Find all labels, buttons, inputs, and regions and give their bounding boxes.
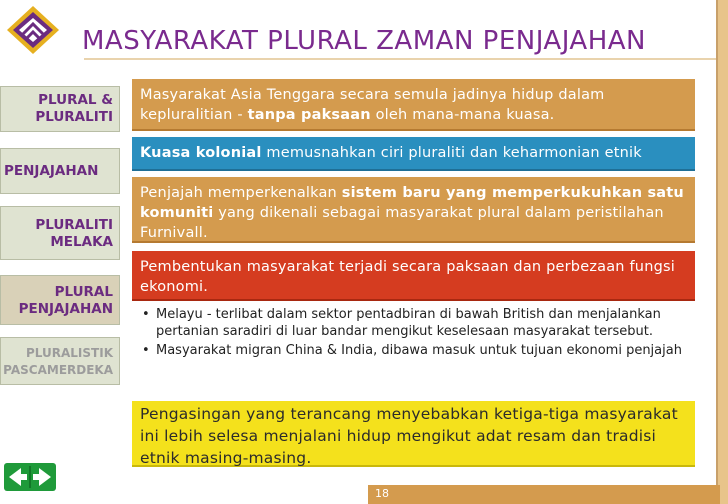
- sidebar-item-pluralistik-pascamerdeka[interactable]: [0, 345, 113, 379]
- box-text: oleh mana-mana kuasa.: [370, 107, 555, 123]
- sidebar-item-label: PLURALISTIK: [26, 346, 113, 360]
- sidebar-item-label: PLURAL &: [38, 92, 113, 108]
- content-box-4: [132, 251, 695, 301]
- list-item-text: Masyarakat migran China & India, dibawa masuk untuk tujuan ekonomi penjajah: [156, 343, 682, 358]
- box-text: yang dikenali sebagai masyarakat plural dalam peristilahan Furnivall.: [140, 205, 664, 241]
- title-underline: [84, 58, 716, 60]
- box-text-bold: sistem baru yang memperkukuhkan satu komuniti: [140, 185, 684, 221]
- sidebar-item-label: PENJAJAHAN: [4, 163, 99, 179]
- sidebar-item-label: PLURAL: [54, 284, 113, 300]
- right-border: [718, 0, 728, 504]
- box-text: Masyarakat Asia Tenggara secara semula jadinya hidup dalam kepluralitian -: [140, 87, 605, 123]
- content-box-1: [132, 79, 695, 131]
- box-text: Penjajah memperkenalkan: [140, 185, 342, 201]
- page-title: MASYARAKAT PLURAL ZAMAN PENJAJAHAN: [82, 26, 646, 56]
- sidebar-item-label: PASCAMERDEKA: [3, 363, 113, 377]
- box-text: memusnahkan ciri pluraliti dan keharmonian etnik: [261, 145, 642, 161]
- box-text-bold: Kuasa kolonial: [140, 145, 262, 161]
- bullet-icon: •: [142, 307, 150, 322]
- box-text-bold: tanpa paksaan: [247, 107, 371, 123]
- content-box-3: [132, 177, 695, 243]
- sidebar-item-pluraliti-melaka[interactable]: [0, 217, 113, 251]
- box-text: Pembentukan masyarakat terjadi secara paksaan dan perbezaan fungsi ekonomi.: [140, 259, 675, 295]
- content-box-5: [132, 401, 695, 467]
- footer-bar: [368, 485, 720, 504]
- list-item-text: Melayu - terlibat dalam sektor pentadbiran di bawah British dan menjalankan pertanian saradiri di luar bandar mengikut keselesaan masyarakat tersebut.: [156, 307, 661, 339]
- page-number: 18: [375, 487, 389, 500]
- sidebar-item-label: PLURALITI: [35, 217, 113, 233]
- list-item: [138, 343, 698, 360]
- sidebar-item-penjajahan[interactable]: [4, 163, 119, 180]
- university-logo-icon: [5, 4, 61, 56]
- bullet-icon: •: [142, 343, 150, 358]
- sidebar-item-label: MELAKA: [50, 234, 113, 250]
- sidebar-item-label: PLURALITI: [35, 109, 113, 125]
- bullet-list: [138, 307, 698, 363]
- back-forward-arrows-icon[interactable]: [4, 463, 56, 491]
- content-box-2: [132, 137, 695, 171]
- box-text: Pengasingan yang terancang menyebabkan ketiga-tiga masyarakat ini lebih selesa menjalani hidup mengikut adat resam dan tradisi etnik masing-masing.: [140, 405, 678, 467]
- sidebar-item-plural-penjajahan[interactable]: [0, 284, 113, 318]
- sidebar-item-label: PENJAJAHAN: [18, 301, 113, 317]
- sidebar-item-plural-pluraliti[interactable]: [0, 92, 113, 126]
- list-item: [138, 307, 698, 340]
